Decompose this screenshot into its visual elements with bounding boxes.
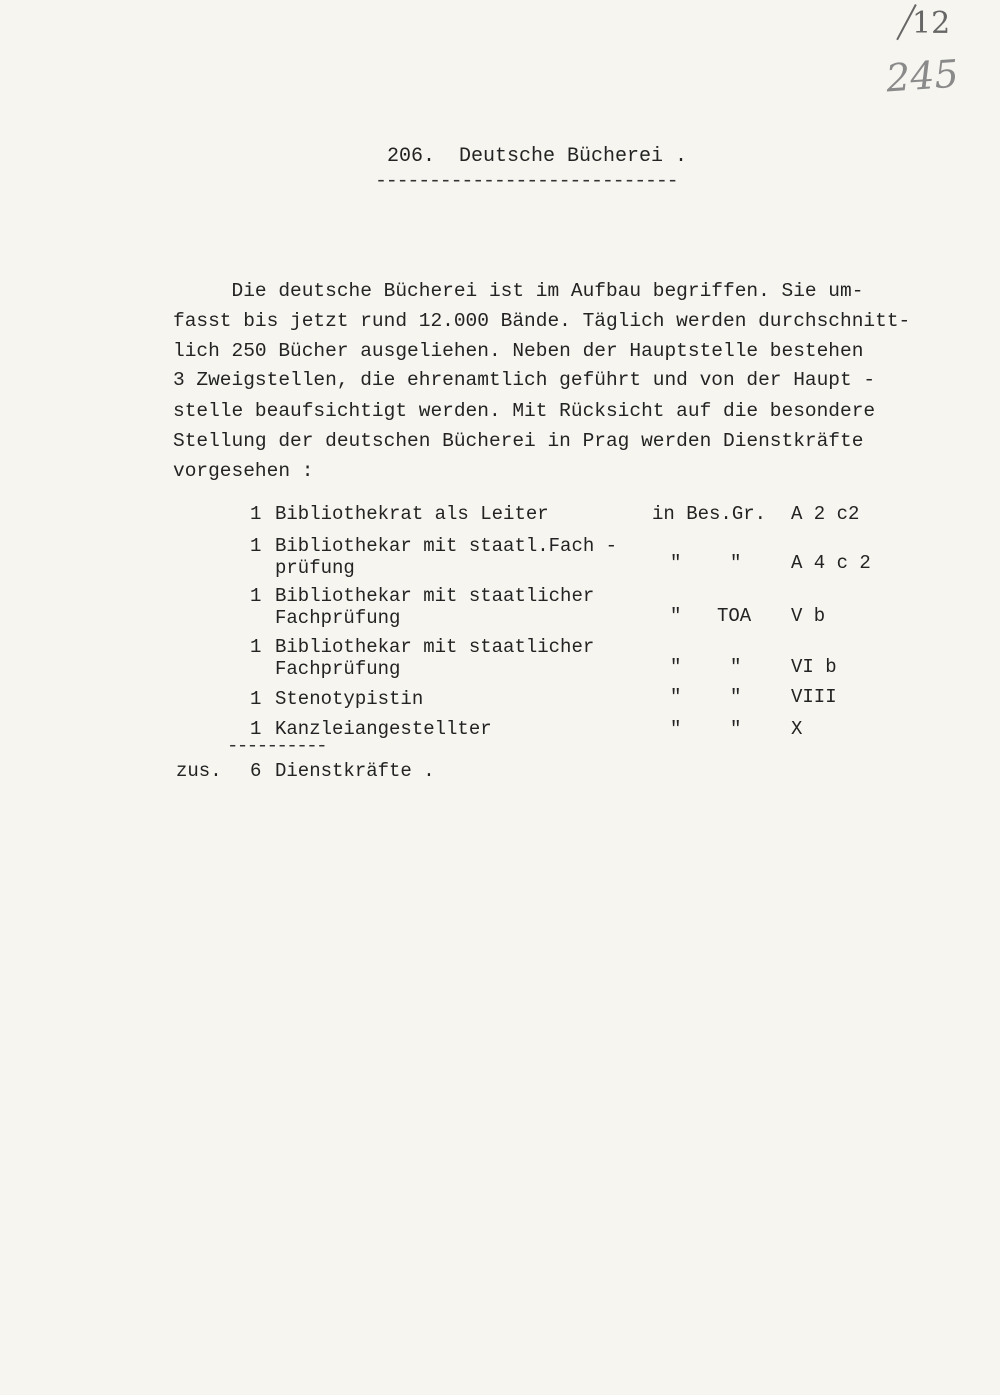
ditto-mark: " (730, 552, 742, 574)
pay-group-label: in Bes.Gr. (652, 503, 767, 525)
pay-grade: A 4 c 2 (791, 552, 871, 574)
page-number-handwritten: 245 (884, 51, 960, 101)
ditto-mark: " (730, 686, 742, 708)
pay-grade: VIII (791, 686, 837, 708)
staff-count: 1 (250, 636, 262, 658)
staff-count: 1 (250, 718, 262, 740)
paragraph-line: stelle beaufsichtigt werden. Mit Rücksicht auf die besondere (173, 400, 876, 422)
ditto-mark: " (730, 656, 742, 678)
paragraph-line: fasst bis jetzt rund 12.000 Bände. Täglich werden durchschnitt- (173, 310, 911, 332)
staff-title: Bibliothekar mit staatl.Fach - (275, 535, 618, 557)
page-number-old: 12 (912, 6, 951, 41)
pay-grade: A 2 c2 (791, 503, 860, 525)
staff-count: 1 (250, 585, 262, 607)
staff-title: Bibliothekrat als Leiter (275, 503, 549, 525)
staff-title: Bibliothekar mit staatlicher (275, 585, 595, 607)
staff-count: 1 (250, 688, 262, 710)
ditto-mark: " (670, 718, 682, 740)
total-label: zus. (176, 760, 222, 782)
ditto-mark: " (670, 656, 682, 678)
sum-underline: ---------- (227, 735, 327, 757)
paragraph-line: 3 Zweigstellen, die ehrenamtlich geführt und von der Haupt - (173, 369, 876, 391)
staff-count: 1 (250, 535, 262, 557)
paragraph-line: Die deutsche Bücherei ist im Aufbau begriffen. Sie um- (173, 280, 864, 302)
ditto-mark: " (670, 605, 682, 627)
heading-underline: ---------------------------- (375, 170, 678, 193)
pay-grade: X (791, 718, 803, 740)
staff-title-cont: prüfung (275, 557, 355, 579)
pay-scheme: TOA (717, 605, 752, 627)
staff-title: Kanzleiangestellter (275, 718, 492, 740)
ditto-mark: " (730, 718, 742, 740)
paragraph-line: lich 250 Bücher ausgeliehen. Neben der Hauptstelle bestehen (173, 340, 864, 362)
staff-title: Bibliothekar mit staatlicher (275, 636, 595, 658)
ditto-mark: " (670, 686, 682, 708)
staff-count: 1 (250, 503, 262, 525)
total-count: 6 (250, 760, 262, 782)
total-text: Dienstkräfte . (275, 760, 435, 782)
staff-title-cont: Fachprüfung (275, 607, 401, 629)
paragraph-line: vorgesehen : (173, 460, 314, 482)
document-heading: 206. Deutsche Bücherei . (387, 145, 688, 168)
pay-grade: V b (791, 605, 826, 627)
paragraph-line: Stellung der deutschen Bücherei in Prag werden Dienstkräfte (173, 430, 864, 452)
staff-title-cont: Fachprüfung (275, 658, 401, 680)
staff-title: Stenotypistin (275, 688, 424, 710)
pay-grade: VI b (791, 656, 837, 678)
ditto-mark: " (670, 552, 682, 574)
